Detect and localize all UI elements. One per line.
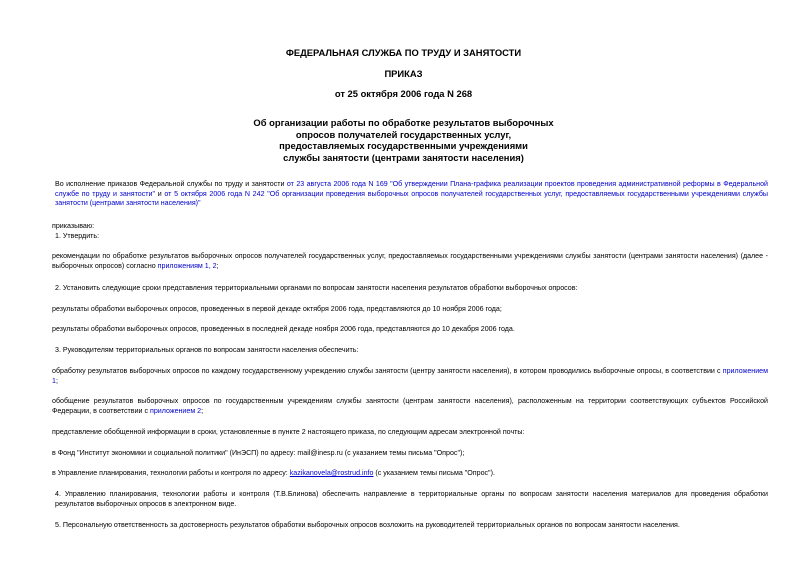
title-line: службы занятости (центрами занятости населения): [283, 151, 524, 163]
item-2-november: результаты обработки выборочных опросов, проведенных в последней декаде ноября 2006 года, представляются до 10 декабря 2006 года.: [52, 325, 515, 333]
item-3-rostrud-address: [52, 469, 768, 479]
item-3: 3. Руководителям территориальных органов по вопросам занятости населения обеспечить:: [55, 346, 359, 354]
agency-name: ФЕДЕРАЛЬНАЯ СЛУЖБА ПО ТРУДУ И ЗАНЯТОСТИ: [285, 47, 522, 58]
document-type: ПРИКАЗ: [384, 68, 423, 79]
title-line: Об организации работы по обработке результатов выборочных: [253, 117, 554, 128]
item-2: 2. Установить следующие сроки представления территориальными органами по вопросам занятости населения результатов обработки выборочных опросов:: [55, 284, 578, 292]
intro-lead: Во исполнение приказов Федеральной службы по труду и занятости: [55, 180, 287, 188]
appendix-1-2-link[interactable]: приложениям 1, 2: [157, 261, 217, 270]
intro-mid: и: [155, 189, 165, 198]
item-4: 4. Управлению планирования, технологии работы и контроля (Т.В.Блинова) обеспечить направление в территориальные органы по вопросам занятости населения материалов для проведения обработки результатов выборочных опросов в электронном виде.: [55, 490, 768, 508]
title-line: опросов получателей государственных услуг,: [295, 128, 512, 140]
item-3-summary: [52, 397, 768, 416]
email-link[interactable]: kazikanovela@rostrud.info: [289, 469, 374, 477]
item-3-inesp-address: в Фонд "Институт экономики и социальной политики" (ИнЭСП) по адресу: mail@inesp.ru (с указанием темы письма "Опрос");: [52, 449, 465, 457]
item-1-recommendations: [52, 252, 768, 271]
item-1: 1. Утвердить:: [55, 232, 100, 240]
item-3-submission: представление обобщенной информации в сроки, установленные в пункте 2 настоящего приказа, по следующим адресам электронной почты:: [52, 428, 525, 436]
item-5: 5. Персональную ответственность за достоверность результатов обработки выборочных опросов возложить на руководителей территориальных органов по вопросам занятости населения.: [55, 521, 680, 529]
orders-word: приказываю:: [52, 222, 95, 230]
item-3e-tail: (с указанием темы письма "Опрос").: [373, 469, 495, 477]
item-3b-tail: ;: [201, 406, 204, 415]
item-2-october: результаты обработки выборочных опросов, проведенных в первой декаде октября 2006 года, представляются до 10 ноября 2006 года;: [52, 305, 502, 313]
title-line: предоставляемых государственными учреждениями: [279, 140, 528, 151]
appendix-1-link[interactable]: приложением 1: [52, 367, 768, 385]
item-1-tail: ;: [216, 261, 219, 270]
order-169-link[interactable]: от 23 августа 2006 года N 169 "Об утверждении Плана-графика реализации проектов проведения административной реформы в Федеральной службе по труду и занятости": [55, 180, 769, 198]
item-3e-text: в Управление планирования, технологии работы и контроля по адресу:: [52, 469, 290, 477]
item-3-processing: [52, 367, 768, 386]
order-242-link[interactable]: от 5 октября 2006 года N 242 "Об организации проведения выборочных опросов получателей государственных услуг, предоставляемых государственными учреждениями службы занятости (центрами занятости населения)": [55, 189, 768, 208]
intro-paragraph: [55, 180, 768, 209]
item-3a-tail: ;: [55, 376, 58, 385]
item-3a-text: обработку результатов выборочных опросов по каждому государственному учреждению службы занятости (центру занятости населения), в котором проводились выборочные опросы, в соответствии с: [52, 367, 723, 375]
appendix-2-link[interactable]: приложением 2: [149, 406, 202, 415]
document-title: [0, 117, 807, 163]
item-1-text: рекомендации по обработке результатов выборочных опросов получателей государственных услуг, предоставляемых государственными учреждениями службы занятости (центрами занятости населения) (далее - выборочных опросов) согласно: [52, 252, 768, 270]
document-date: от 25 октября 2006 года N 268: [334, 88, 473, 99]
item-3b-text: обобщение результатов выборочных опросов по государственным учреждениям службы занятости (центрам занятости населения), расположенным на территории соответствующих субъектов Российской Федерации, в соответствии с: [52, 397, 768, 415]
